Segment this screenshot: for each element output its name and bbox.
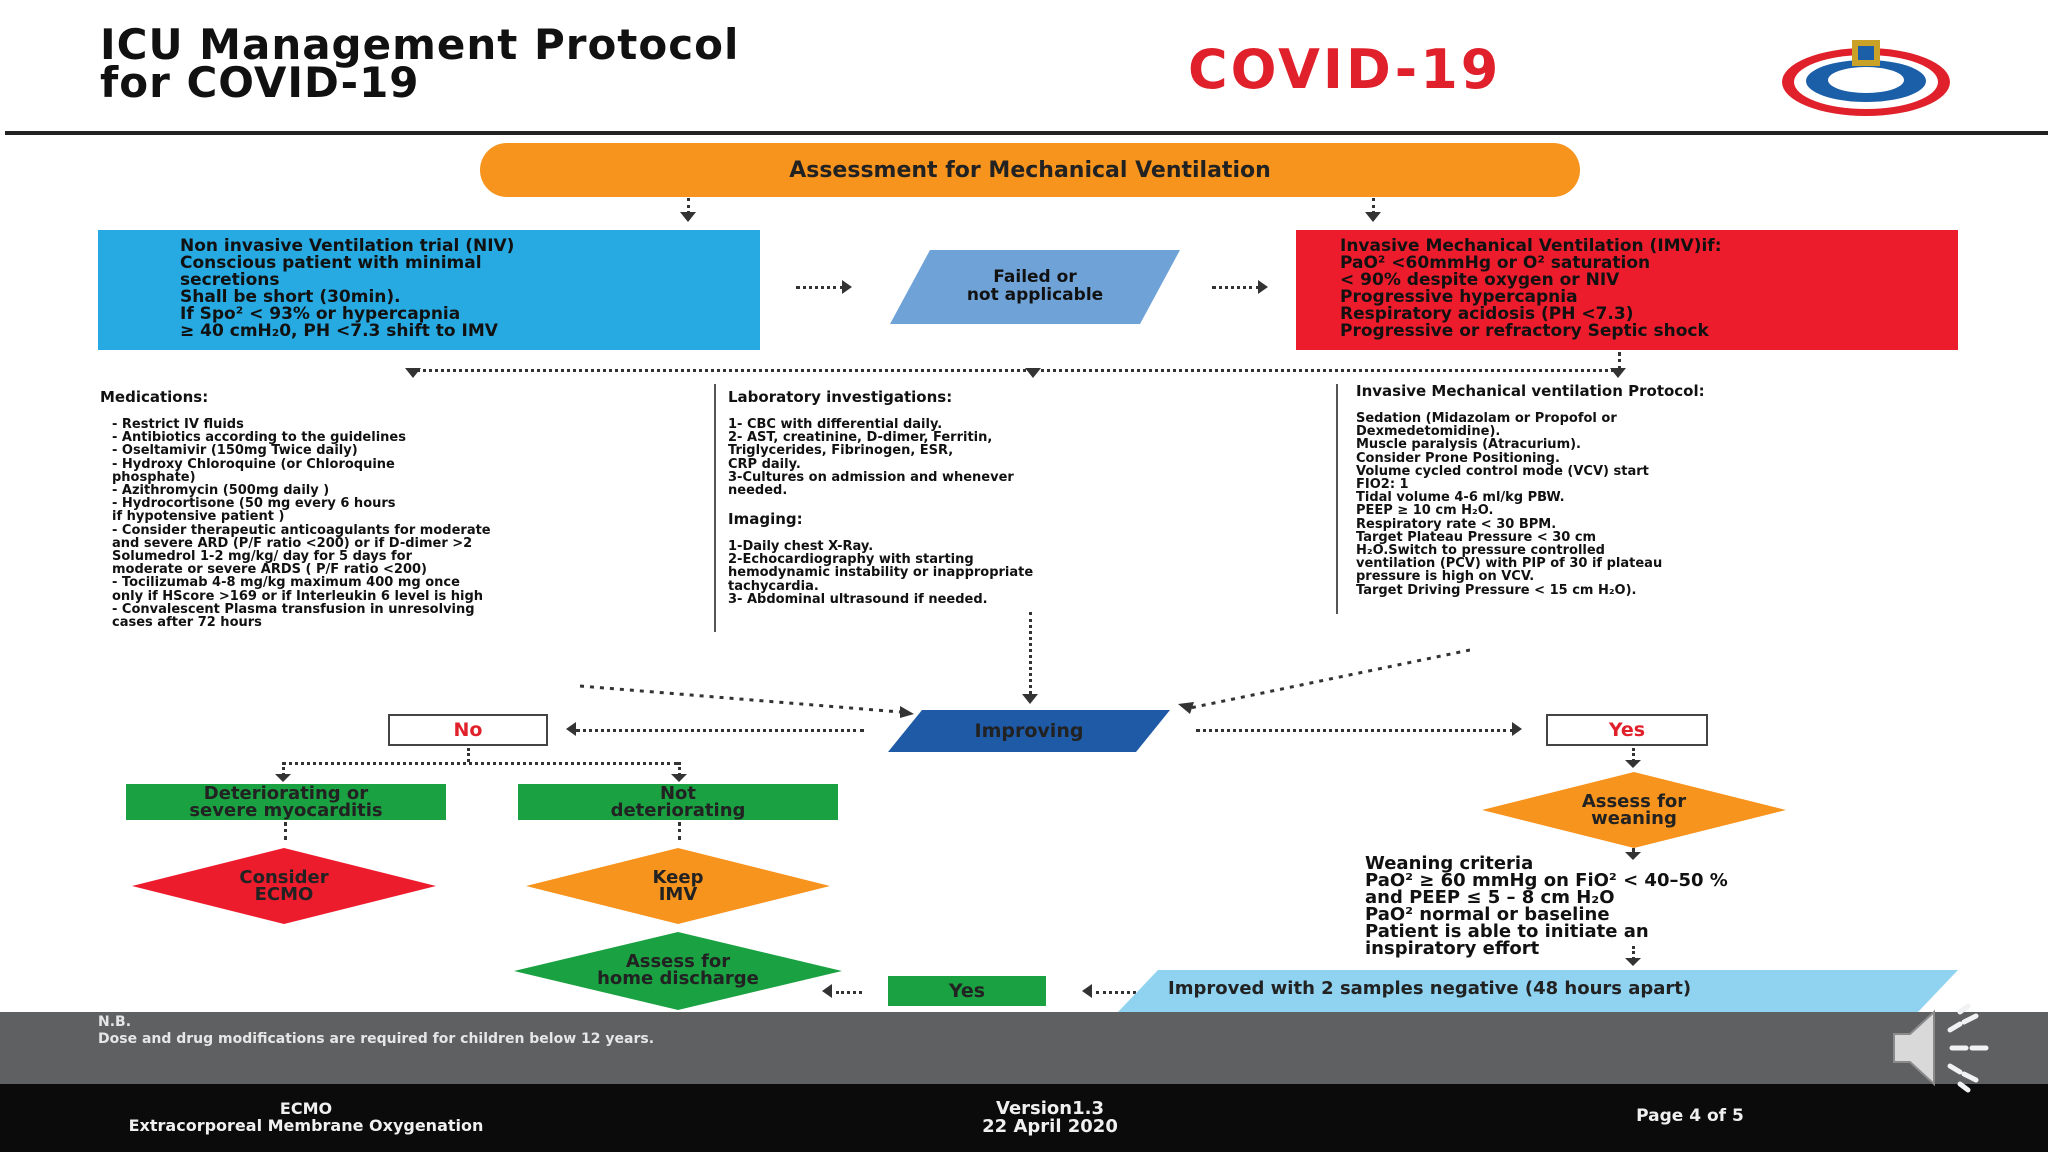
lab-line: Triglycerides, Fibrinogen, ESR, xyxy=(728,443,954,459)
imaging-line: 3- Abdominal ultrasound if needed. xyxy=(728,591,988,607)
note-body: Dose and drug modifications are required for children below 12 years. xyxy=(98,1031,655,1047)
arrowhead-icon xyxy=(680,212,698,224)
arrowhead-icon xyxy=(1365,212,1383,224)
med-line: - Convalescent Plasma transfusion in unresolving xyxy=(112,601,475,617)
yes-home-box: Yes xyxy=(888,976,1046,1006)
imv-protocol-line: Consider Prone Positioning. xyxy=(1356,450,1560,466)
footer-date: 22 April 2020 xyxy=(982,1116,1118,1137)
lab-line: CRP daily. xyxy=(728,456,801,472)
connector xyxy=(836,991,862,994)
med-line: if hypotensive patient ) xyxy=(112,509,285,525)
connector xyxy=(678,822,681,840)
weaning-heading: Weaning criteria xyxy=(1365,853,1534,874)
imv-protocol-line: Target Driving Pressure < 15 cm H₂O). xyxy=(1356,582,1637,598)
labs-list xyxy=(728,418,1288,497)
consider-ecmo-line-1: Consider xyxy=(239,867,329,888)
imv-protocol-line: Target Plateau Pressure < 30 cm xyxy=(1356,529,1597,545)
assess-home-label xyxy=(556,950,800,990)
footer-ecmo xyxy=(96,1100,516,1134)
weaning-line: PaO² normal or baseline xyxy=(1365,904,1610,925)
imv-line: Progressive or refractory Septic shock xyxy=(1340,321,1709,341)
imaging-line: 1-Daily chest X-Ray. xyxy=(728,539,874,554)
imv-line: Respiratory acidosis (PH <7.3) xyxy=(1340,304,1634,324)
consider-ecmo-line-2: ECMO xyxy=(254,884,314,905)
imv-criteria-box xyxy=(1296,230,1958,350)
imv-protocol-line: Tidal volume 4-6 ml/kg PBW. xyxy=(1356,490,1565,506)
lab-line: 2- AST, creatinine, D-dimer, Ferritin, xyxy=(728,430,993,446)
med-line: cases after 72 hours xyxy=(112,615,262,631)
column-divider xyxy=(1336,384,1338,614)
weaning-line: Patient is able to initiate an xyxy=(1365,921,1649,942)
niv-line: secretions xyxy=(180,270,280,290)
keep-imv-label xyxy=(598,866,758,906)
weaning-line: inspiratory effort xyxy=(1365,938,1540,959)
imv-protocol-line: Respiratory rate < 30 BPM. xyxy=(1356,516,1557,532)
lab-line: 3-Cultures on admission and whenever xyxy=(728,469,1014,485)
imv-protocol-line: pressure is high on VCV. xyxy=(1356,569,1535,585)
title-line-1: ICU Management Protocol xyxy=(100,20,740,69)
lab-line: 1- CBC with differential daily. xyxy=(728,417,943,432)
assess-home-line-1: Assess for xyxy=(625,951,731,972)
weaning-criteria xyxy=(1365,855,1728,957)
deteriorating-box xyxy=(126,784,446,820)
title-line-2: for COVID-19 xyxy=(100,58,420,107)
arrowhead-icon xyxy=(1258,280,1270,296)
connector xyxy=(282,762,678,765)
speaker-icon[interactable] xyxy=(1888,1000,1998,1100)
imaging-line: hemodynamic instability or inappropriate xyxy=(728,565,1034,581)
med-line: and severe ARD (P/F ratio <200) or if D-dimer >2 xyxy=(112,535,473,551)
arrowhead-icon xyxy=(1610,368,1628,380)
connector xyxy=(1196,729,1514,732)
keep-imv-line-2: IMV xyxy=(658,884,698,905)
yes-box: Yes xyxy=(1546,714,1708,746)
connector xyxy=(576,729,864,732)
niv-line: ≥ 40 cmH₂0, PH <7.3 shift to IMV xyxy=(180,321,498,341)
med-line: phosphate) xyxy=(112,469,196,485)
niv-line: Non invasive Ventilation trial (NIV) xyxy=(180,236,515,256)
imv-protocol-line: Muscle paralysis (Atracurium). xyxy=(1356,437,1581,453)
arrowhead-icon xyxy=(1625,958,1643,968)
connector xyxy=(796,286,844,289)
medications-heading: Medications: xyxy=(100,388,209,406)
assess-weaning-line-2: weaning xyxy=(1591,808,1677,829)
footer-ecmo-full: Extracorporeal Membrane Oxygenation xyxy=(128,1116,484,1135)
arrowhead-icon xyxy=(1625,760,1643,770)
arrowhead-icon xyxy=(566,722,578,738)
arrowhead-icon xyxy=(822,984,834,1000)
arrowhead-icon xyxy=(405,368,423,380)
niv-line: Conscious patient with minimal xyxy=(180,253,482,273)
connector xyxy=(467,748,470,762)
header-divider xyxy=(5,131,2048,135)
connector-diagonal xyxy=(570,640,1470,720)
imv-protocol-line: FIO2: 1 xyxy=(1356,477,1409,493)
imv-protocol-line: ventilation (PCV) with PIP of 30 if plateau xyxy=(1356,556,1663,572)
med-line: - Hydrocortisone (50 mg every 6 hours xyxy=(112,496,396,512)
med-line: - Azithromycin (500mg daily ) xyxy=(112,483,330,499)
med-line: moderate or severe ARDS ( P/F ratio <200) xyxy=(112,562,427,578)
med-line: only if HScore >169 or if Interleukin 6 level is high xyxy=(112,588,484,604)
no-box: No xyxy=(388,714,548,746)
assess-home-line-2: home discharge xyxy=(597,968,759,989)
weaning-line: PaO² ≥ 60 mmHg on FiO² < 40–50 % xyxy=(1365,870,1728,891)
imv-protocol-line: PEEP ≥ 10 cm H₂O. xyxy=(1356,503,1494,519)
footer-ecmo-abbr: ECMO xyxy=(279,1099,333,1118)
imv-line: PaO² <60mmHg or O² saturation xyxy=(1340,253,1651,273)
med-line: - Restrict IV fluids xyxy=(112,417,244,432)
imv-protocol-line: Dexmedetomidine). xyxy=(1356,424,1501,440)
keep-imv-line-1: Keep xyxy=(652,867,704,888)
page-title xyxy=(100,20,740,107)
imv-protocol-list xyxy=(1356,412,1916,597)
improving-label: Improving xyxy=(974,719,1084,742)
imaging-line: 2-Echocardiography with starting xyxy=(728,552,974,568)
assessment-pill: Assessment for Mechanical Ventilation xyxy=(480,143,1580,197)
covid-label: COVID-19 xyxy=(1188,38,1502,101)
failed-line-1: Failed or xyxy=(993,267,1077,287)
arrowhead-icon xyxy=(842,280,854,296)
niv-box xyxy=(98,230,760,350)
imaging-heading: Imaging: xyxy=(728,510,803,528)
assess-weaning-line-1: Assess for xyxy=(1581,791,1687,812)
imv-protocol-heading: Invasive Mechanical ventilation Protocol: xyxy=(1356,382,1705,400)
arrowhead-icon xyxy=(1082,984,1094,1000)
footer-version xyxy=(900,1100,1200,1136)
med-line: - Antibiotics according to the guidelines xyxy=(112,430,406,446)
imv-protocol-line: H₂O.Switch to pressure controlled xyxy=(1356,543,1605,559)
deteriorating-line-2: severe myocarditis xyxy=(189,800,383,821)
consider-ecmo-label xyxy=(202,866,366,906)
not-deteriorating-line-2: deteriorating xyxy=(610,800,746,821)
note-text xyxy=(98,1014,654,1048)
improved-banner-label: Improved with 2 samples negative (48 hours apart) xyxy=(1168,978,1692,999)
connector xyxy=(1212,286,1260,289)
niv-line: If Spo² < 93% or hypercapnia xyxy=(180,304,461,324)
connector xyxy=(284,822,287,840)
medications-list xyxy=(112,418,692,629)
labs-heading: Laboratory investigations: xyxy=(728,388,953,406)
deteriorating-line-1: Deteriorating or xyxy=(203,783,369,804)
footer-page: Page 4 of 5 xyxy=(1636,1106,1744,1126)
imaging-list xyxy=(728,540,1288,606)
med-line: - Tocilizumab 4-8 mg/kg maximum 400 mg once xyxy=(112,575,460,591)
failed-label xyxy=(900,268,1170,304)
weaning-line: and PEEP ≤ 5 – 8 cm H₂O xyxy=(1365,887,1615,908)
not-deteriorating-box xyxy=(518,784,838,820)
arrowhead-icon xyxy=(1025,368,1043,380)
ministry-seal-icon xyxy=(1778,34,1954,122)
connector xyxy=(412,369,1620,372)
lab-line: needed. xyxy=(728,483,788,499)
imv-line: Invasive Mechanical Ventilation (IMV)if: xyxy=(1340,236,1722,256)
note-label: N.B. xyxy=(98,1014,132,1030)
failed-line-2: not applicable xyxy=(966,285,1104,305)
column-divider xyxy=(714,384,716,632)
arrowhead-icon xyxy=(1512,722,1524,738)
med-line: - Hydroxy Chloroquine (or Chloroquine xyxy=(112,456,395,472)
imv-protocol-line: Sedation (Midazolam or Propofol or xyxy=(1356,411,1617,426)
niv-line: Shall be short (30min). xyxy=(180,287,401,307)
not-deteriorating-line-1: Not xyxy=(659,783,697,804)
med-line: - Consider therapeutic anticoagulants for moderate xyxy=(112,522,491,538)
footer-version-number: Version1.3 xyxy=(996,1098,1104,1119)
assess-weaning-label xyxy=(1548,790,1720,830)
imv-protocol-line: Volume cycled control mode (VCV) start xyxy=(1356,463,1649,479)
imv-line: < 90% despite oxygen or NIV xyxy=(1340,270,1620,290)
imv-line: Progressive hypercapnia xyxy=(1340,287,1578,307)
med-line: Solumedrol 1-2 mg/kg/ day for 5 days for xyxy=(112,549,413,565)
imaging-line: tachycardia. xyxy=(728,578,819,594)
med-line: - Oseltamivir (150mg Twice daily) xyxy=(112,443,358,459)
